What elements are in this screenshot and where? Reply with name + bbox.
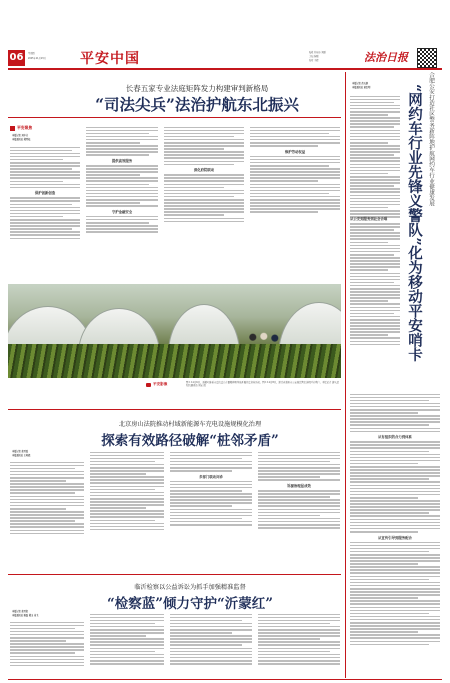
mid-subhead-1: 多部门联动问诊 <box>199 474 223 479</box>
lead-kicker: 长春五家专业法庭矩阵发力构建审判新格局 <box>125 84 269 93</box>
lead-subhead-3: 深化府院联动 <box>193 168 215 173</box>
camera-icon <box>146 383 151 387</box>
mid-column-4 <box>258 450 340 570</box>
bottom-column-2 <box>90 612 164 678</box>
bottom-byline-correspondent: 本报通讯员 陈磊 郭玉 宋飞 <box>12 614 39 617</box>
sidebar-column-3 <box>350 392 440 678</box>
mid-byline-reporter: 本报记者 张雪泓 <box>12 450 29 453</box>
vegetable-rows <box>8 344 341 378</box>
people-group <box>244 330 288 348</box>
mid-headline: 探索有效路径破解“桩邻矛盾” <box>101 433 279 449</box>
issue-weekday: 星期四 <box>28 52 35 55</box>
lead-byline-reporter: 本报记者 刘中全 <box>12 134 29 137</box>
proofreader-line: 校对 李建 <box>309 59 319 62</box>
lead-column-tag <box>10 125 32 131</box>
bottom-byline-reporter: 本报记者 张雪征 <box>12 610 29 613</box>
designer-line: 美编 陈曦 <box>309 55 319 58</box>
mid-byline-correspondent: 本报通讯员 王柯然 <box>12 454 31 457</box>
lead-column-3 <box>164 125 244 280</box>
mid-column-2 <box>90 450 164 570</box>
sidebar-subhead-3: 从宣传引导到服务配合 <box>378 535 412 540</box>
page-number: 06 <box>8 50 25 66</box>
column-tag-label: 平安聚焦 <box>17 125 33 130</box>
lead-subhead-2: 提供高效服务 <box>111 158 133 163</box>
photo-tag-label: 平安影像 <box>153 382 168 386</box>
mid-kicker: 北京房山法院推动村域新能源车充电设施规模化治理 <box>118 421 262 428</box>
lead-headline: “司法尖兵”法治护航东北振兴 <box>95 95 299 114</box>
qr-code-icon <box>417 48 437 68</box>
newspaper-logo: 法治日报 <box>364 51 408 64</box>
sidebar-byline-correspondent: 本报通讯员 黄红明 <box>352 86 371 89</box>
flag-icon <box>10 126 15 131</box>
bottom-rule-top <box>8 574 341 575</box>
lead-column-2 <box>86 125 158 280</box>
lead-rule <box>8 117 341 118</box>
bottom-headline: “检察蓝”倾力守护“沂蒙红” <box>106 596 274 612</box>
mid-column-1 <box>10 460 84 570</box>
section-title: 平安中国 <box>80 51 140 67</box>
sidebar-byline-reporter: 本报记者 范天娇 <box>352 82 369 85</box>
bottom-kicker: 临沂检察以公益诉讼为抓手加强精准监督 <box>134 584 246 591</box>
greenhouse-photo <box>8 284 341 378</box>
sidebar-kicker: 合肥公安打造社区警务新阵地护航网约车行业健康发展 <box>428 72 434 207</box>
lead-subhead-4: 守护金融安全 <box>111 209 133 214</box>
lead-column-1 <box>10 145 80 280</box>
editor-line: 编辑 韩冰冰 刘丽 <box>309 51 326 54</box>
masthead-rule <box>8 68 442 70</box>
footer-rule <box>8 679 442 680</box>
bottom-column-1 <box>10 620 84 678</box>
mid-column-3 <box>170 450 252 570</box>
mid-subhead-2: 诉源治理显成效 <box>287 483 311 488</box>
bottom-column-4 <box>258 612 340 678</box>
lead-column-4 <box>250 125 340 280</box>
sidebar-subhead-2: 从有组织的合力到体系 <box>378 435 412 440</box>
lead-byline-correspondent: 本报通讯员 郭青松 <box>12 138 31 141</box>
sidebar-subhead-1: 从公安到服务到社会合唱 <box>350 217 388 221</box>
sidebar-divider <box>345 72 346 678</box>
mid-rule-top <box>8 409 341 410</box>
lead-subhead-1: 保护创新创造 <box>34 191 56 196</box>
photo-caption: 图① 11月6日，新疆吐鲁番市法院法官在葡萄种植基地开展普法宣传活动。图② 11月8日，浙江省湖州市公安局民警走访辖区养殖户。本报记者 潘从武 特约通讯员 刘宏 摄 <box>186 381 339 388</box>
lead-subhead-5: 维护劳动权益 <box>284 149 306 154</box>
photo-caption-box <box>186 381 341 405</box>
photo-tag <box>146 382 167 387</box>
issue-date: 2025年11月13日 <box>28 57 46 60</box>
bottom-column-3 <box>170 612 252 678</box>
sidebar-headline: “网约车行业先锋义警队”化为移动平安哨卡 <box>406 84 423 362</box>
sidebar-column-2 <box>350 214 400 389</box>
